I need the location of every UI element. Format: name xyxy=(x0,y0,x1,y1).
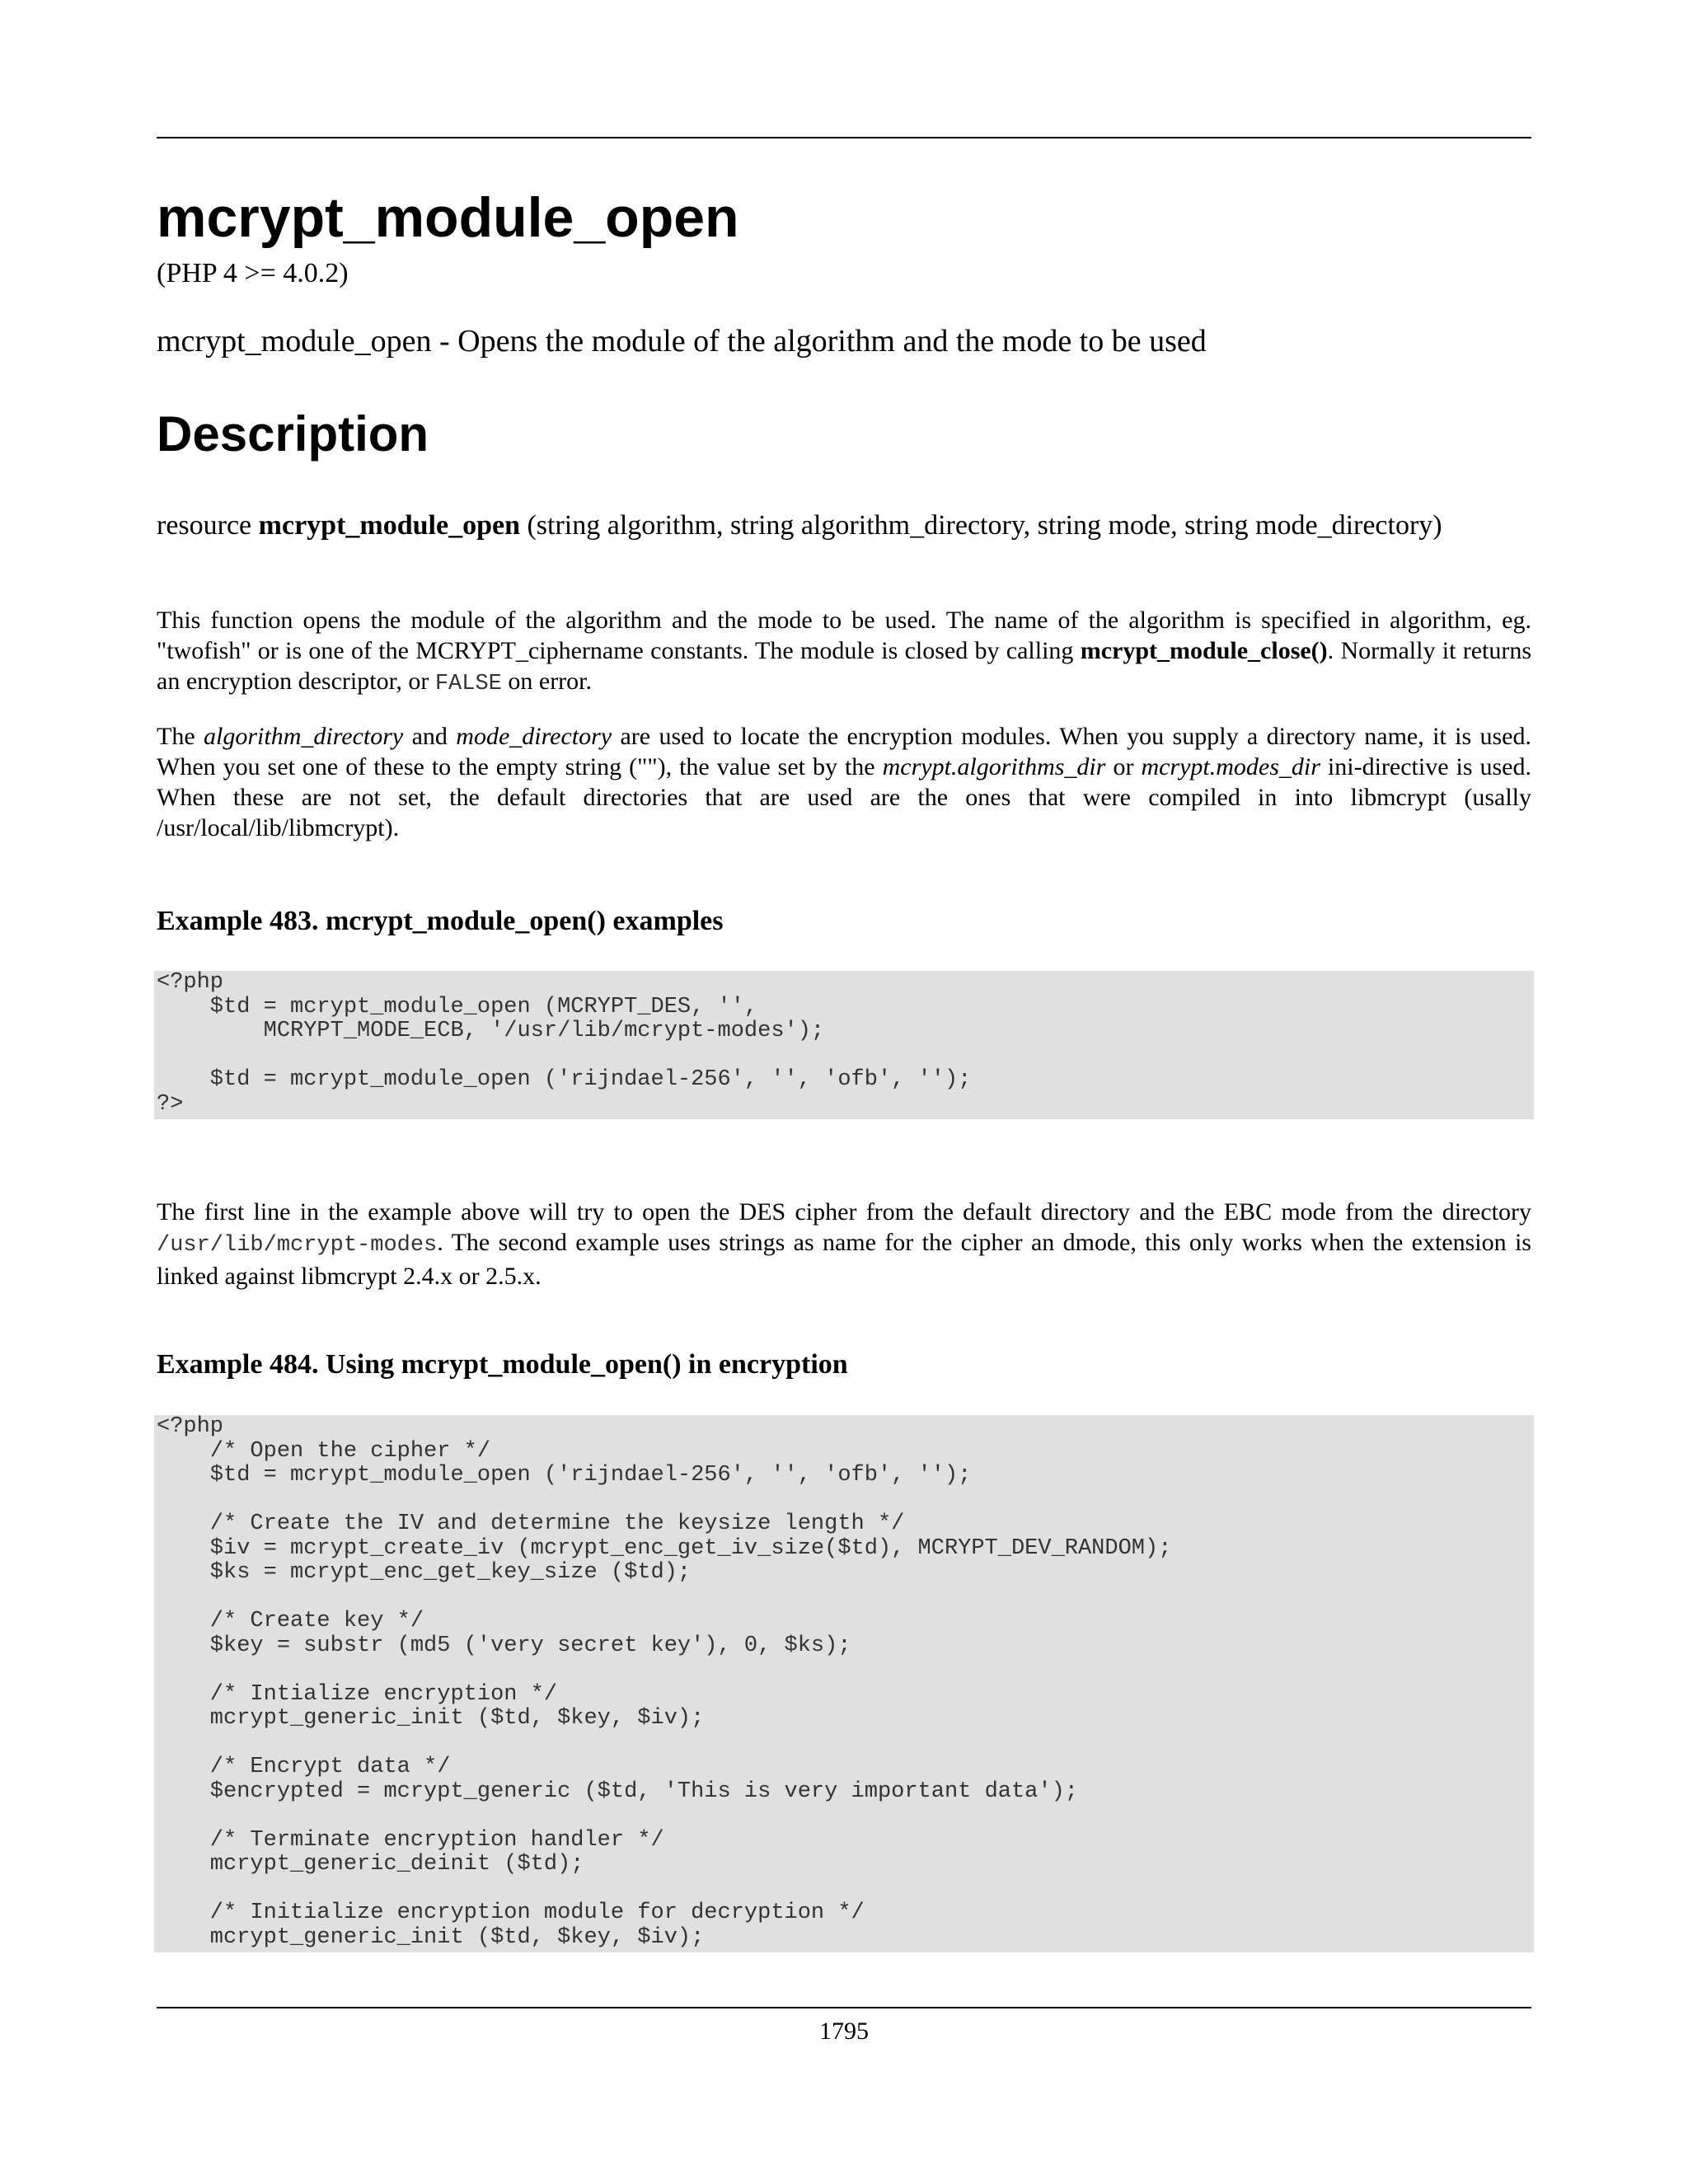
return-type: resource xyxy=(157,510,252,541)
function-purpose: mcrypt_module_open - Opens the module of the algorithm and the mode to be used xyxy=(157,324,1207,359)
page-title: mcrypt_module_open xyxy=(157,186,739,249)
page-number: 1795 xyxy=(819,2018,869,2045)
module-close-link[interactable]: mcrypt_module_close() xyxy=(1080,637,1328,664)
modes-path: /usr/lib/mcrypt-modes xyxy=(157,1233,438,1258)
description-heading: Description xyxy=(157,406,429,462)
footer-rule xyxy=(157,2007,1531,2008)
example-explanation-paragraph: The first line in the example above will try to open the DES cipher from the default directory and the EBC mode from the directory /usr/lib/mcrypt-modes. The second example uses strings as name for the cipher an dmode, this only works when the extension is linked against libmcrypt 2.4.x or 2.5.x. xyxy=(157,1198,1531,1290)
example-484-code-block[interactable] xyxy=(154,1415,1534,1952)
header-rule xyxy=(157,137,1531,138)
signature-params: (string algorithm, string algorithm_directory, string mode, string mode_directory) xyxy=(527,510,1442,541)
document-page xyxy=(157,0,1531,2184)
example-483-code[interactable]: <?php $td = mcrypt_module_open (MCRYPT_DES, '', MCRYPT_MODE_ECB, '/usr/lib/mcrypt-modes'); $td = mcrypt_module_open ('rijndael-256', '', 'ofb', ''); ?> xyxy=(157,970,972,1117)
example-483-code-block[interactable] xyxy=(154,971,1534,1119)
example-484-code[interactable]: <?php /* Open the cipher */ $td = mcrypt_module_open ('rijndael-256', '', 'ofb', ''); /* Create the IV and determine the keysize length */ $iv = mcrypt_create_iv (mcrypt_enc_get_iv_size($td), MCRYPT_DEV_RANDOM); $ks = mcrypt_enc_get_key_size ($td); /* Create key */ $key = substr (md5 ('very secret key'), 0, $ks); /* Intialize encryption */ mcrypt_generic_init ($td, $key, $iv); /* Encrypt data */ $encrypted = mcrypt_generic ($td, 'This is very important data'); /* Terminate encryption handler */ mcrypt_generic_deinit ($td); /* Initialize encryption module for decryption */ mcrypt_generic_init ($td, $key, $iv); xyxy=(157,1414,1172,1950)
example-483-title: Example 483. mcrypt_module_open() examples xyxy=(157,906,724,936)
false-constant: FALSE xyxy=(434,672,502,696)
description-paragraph-2: The algorithm_directory and mode_directory are used to locate the encryption modules. When you supply a directory name, it is used. When you set one of these to the empty string (""), the value set by the mcrypt.algorithms_dir or mcrypt.modes_dir ini-directive is used. When these are not set, the default directories that are used are the ones that were compiled in into libmcrypt (usally /usr/local/lib/libmcrypt). xyxy=(157,723,1532,841)
signature-function-name: mcrypt_module_open xyxy=(258,510,520,541)
description-paragraph-1: This function opens the module of the algorithm and the mode to be used. The name of the algorithm is specified in algorithm, eg. "twofish" or is one of the MCRYPT_ciphername constants. The module is closed by calling mcrypt_module_close(). Normally it returns an encryption descriptor, or FALSE on error. xyxy=(157,607,1532,696)
version-info: (PHP 4 >= 4.0.2) xyxy=(157,258,349,288)
example-484-title: Example 484. Using mcrypt_module_open() in encryption xyxy=(157,1349,848,1380)
function-signature xyxy=(157,509,1531,542)
